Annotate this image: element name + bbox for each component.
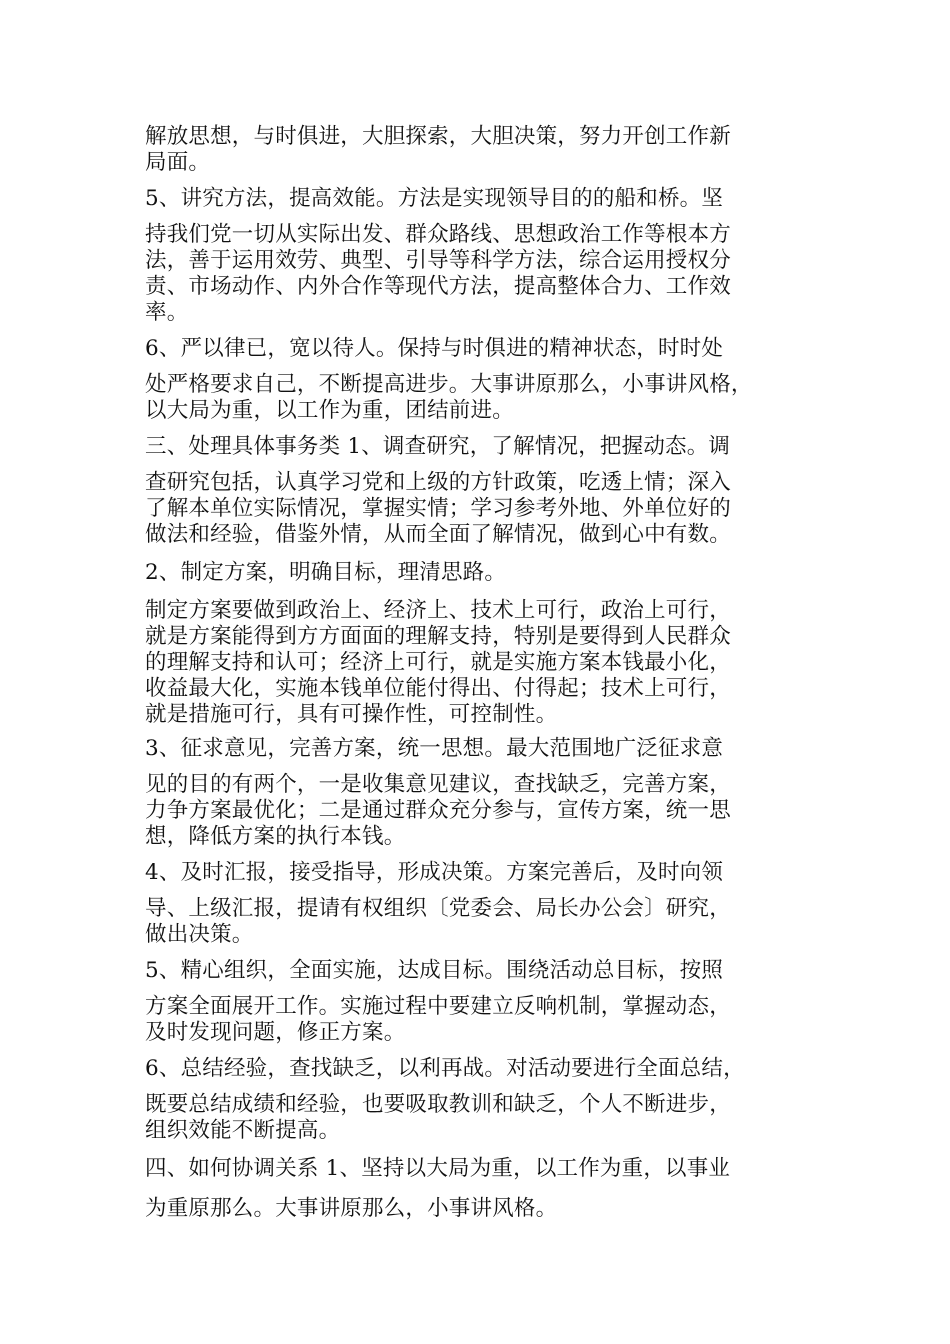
text-line: 制定方案要做到政治上、经济上、技术上可行，政治上可行， bbox=[145, 598, 731, 623]
text-line: 想，降低方案的执行本钱。 bbox=[145, 824, 406, 849]
text-line: 局面。 bbox=[145, 150, 211, 175]
text-line: 就是方案能得到方方面面的理解支持，特别是要得到人民群众 bbox=[145, 624, 731, 649]
text-line: 查研究包括，认真学习党和上级的方针政策，吃透上情；深入 bbox=[145, 470, 731, 495]
text-line: 组织效能不断提高。 bbox=[145, 1118, 341, 1143]
text-line: 法，善于运用效劳、典型、引导等科学方法，综合运用授权分 bbox=[145, 248, 731, 273]
text-line: 四、如何协调关系 1、坚持以大局为重，以工作为重，以事业 bbox=[145, 1156, 731, 1181]
text-line: 2、制定方案，明确目标，理清思路。 bbox=[145, 560, 507, 585]
text-line: 方案全面展开工作。实施过程中要建立反响机制，掌握动态， bbox=[145, 994, 731, 1019]
text-line: 5、讲究方法，提高效能。方法是实现领导目的的船和桥。坚 bbox=[145, 186, 724, 211]
text-line: 解放思想，与时俱进，大胆探索，大胆决策，努力开创工作新 bbox=[145, 124, 731, 149]
text-line: 责、市场动作、内外合作等现代方法，提高整体合力、工作效 bbox=[145, 274, 731, 299]
text-line: 6、严以律已，宽以待人。保持与时俱进的精神状态，时时处 bbox=[145, 336, 724, 361]
text-line: 及时发现问题，修正方案。 bbox=[145, 1020, 406, 1045]
text-line: 导、上级汇报，提请有权组织〔党委会、局长办公会〕研究， bbox=[145, 896, 731, 921]
text-line: 4、及时汇报，接受指导，形成决策。方案完善后，及时向领 bbox=[145, 860, 724, 885]
text-line: 收益最大化，实施本钱单位能付得出、付得起；技术上可行， bbox=[145, 676, 731, 701]
text-line: 为重原那么。大事讲原那么，小事讲风格。 bbox=[145, 1196, 558, 1221]
text-line: 持我们党一切从实际出发、群众路线、思想政治工作等根本方 bbox=[145, 222, 731, 247]
text-line: 5、精心组织，全面实施，达成目标。围绕活动总目标，按照 bbox=[145, 958, 724, 983]
text-line: 3、征求意见，完善方案，统一思想。最大范围地广泛征求意 bbox=[145, 736, 724, 761]
text-line: 6、总结经验，查找缺乏，以利再战。对活动要进行全面总结， bbox=[145, 1056, 745, 1081]
text-line: 了解本单位实际情况，掌握实情；学习参考外地、外单位好的 bbox=[145, 496, 731, 521]
text-line: 三、处理具体事务类 1、调查研究，了解情况，把握动态。调 bbox=[145, 434, 731, 459]
text-line: 以大局为重，以工作为重，团结前进。 bbox=[145, 398, 514, 423]
text-line: 处严格要求自己，不断提高进步。大事讲原那么，小事讲风格， bbox=[145, 372, 753, 397]
text-line: 力争方案最优化；二是通过群众充分参与，宣传方案，统一思 bbox=[145, 798, 731, 823]
text-line: 率。 bbox=[145, 300, 189, 325]
text-line: 做出决策。 bbox=[145, 922, 254, 947]
text-line: 见的目的有两个，一是收集意见建议，查找缺乏，完善方案， bbox=[145, 772, 731, 797]
text-line: 既要总结成绩和经验，也要吸取教训和缺乏，个人不断进步， bbox=[145, 1092, 731, 1117]
text-line: 做法和经验，借鉴外情，从而全面了解情况，做到心中有数。 bbox=[145, 522, 731, 547]
text-line: 就是措施可行，具有可操作性，可控制性。 bbox=[145, 702, 558, 727]
text-line: 的理解支持和认可；经济上可行，就是实施方案本钱最小化， bbox=[145, 650, 731, 675]
